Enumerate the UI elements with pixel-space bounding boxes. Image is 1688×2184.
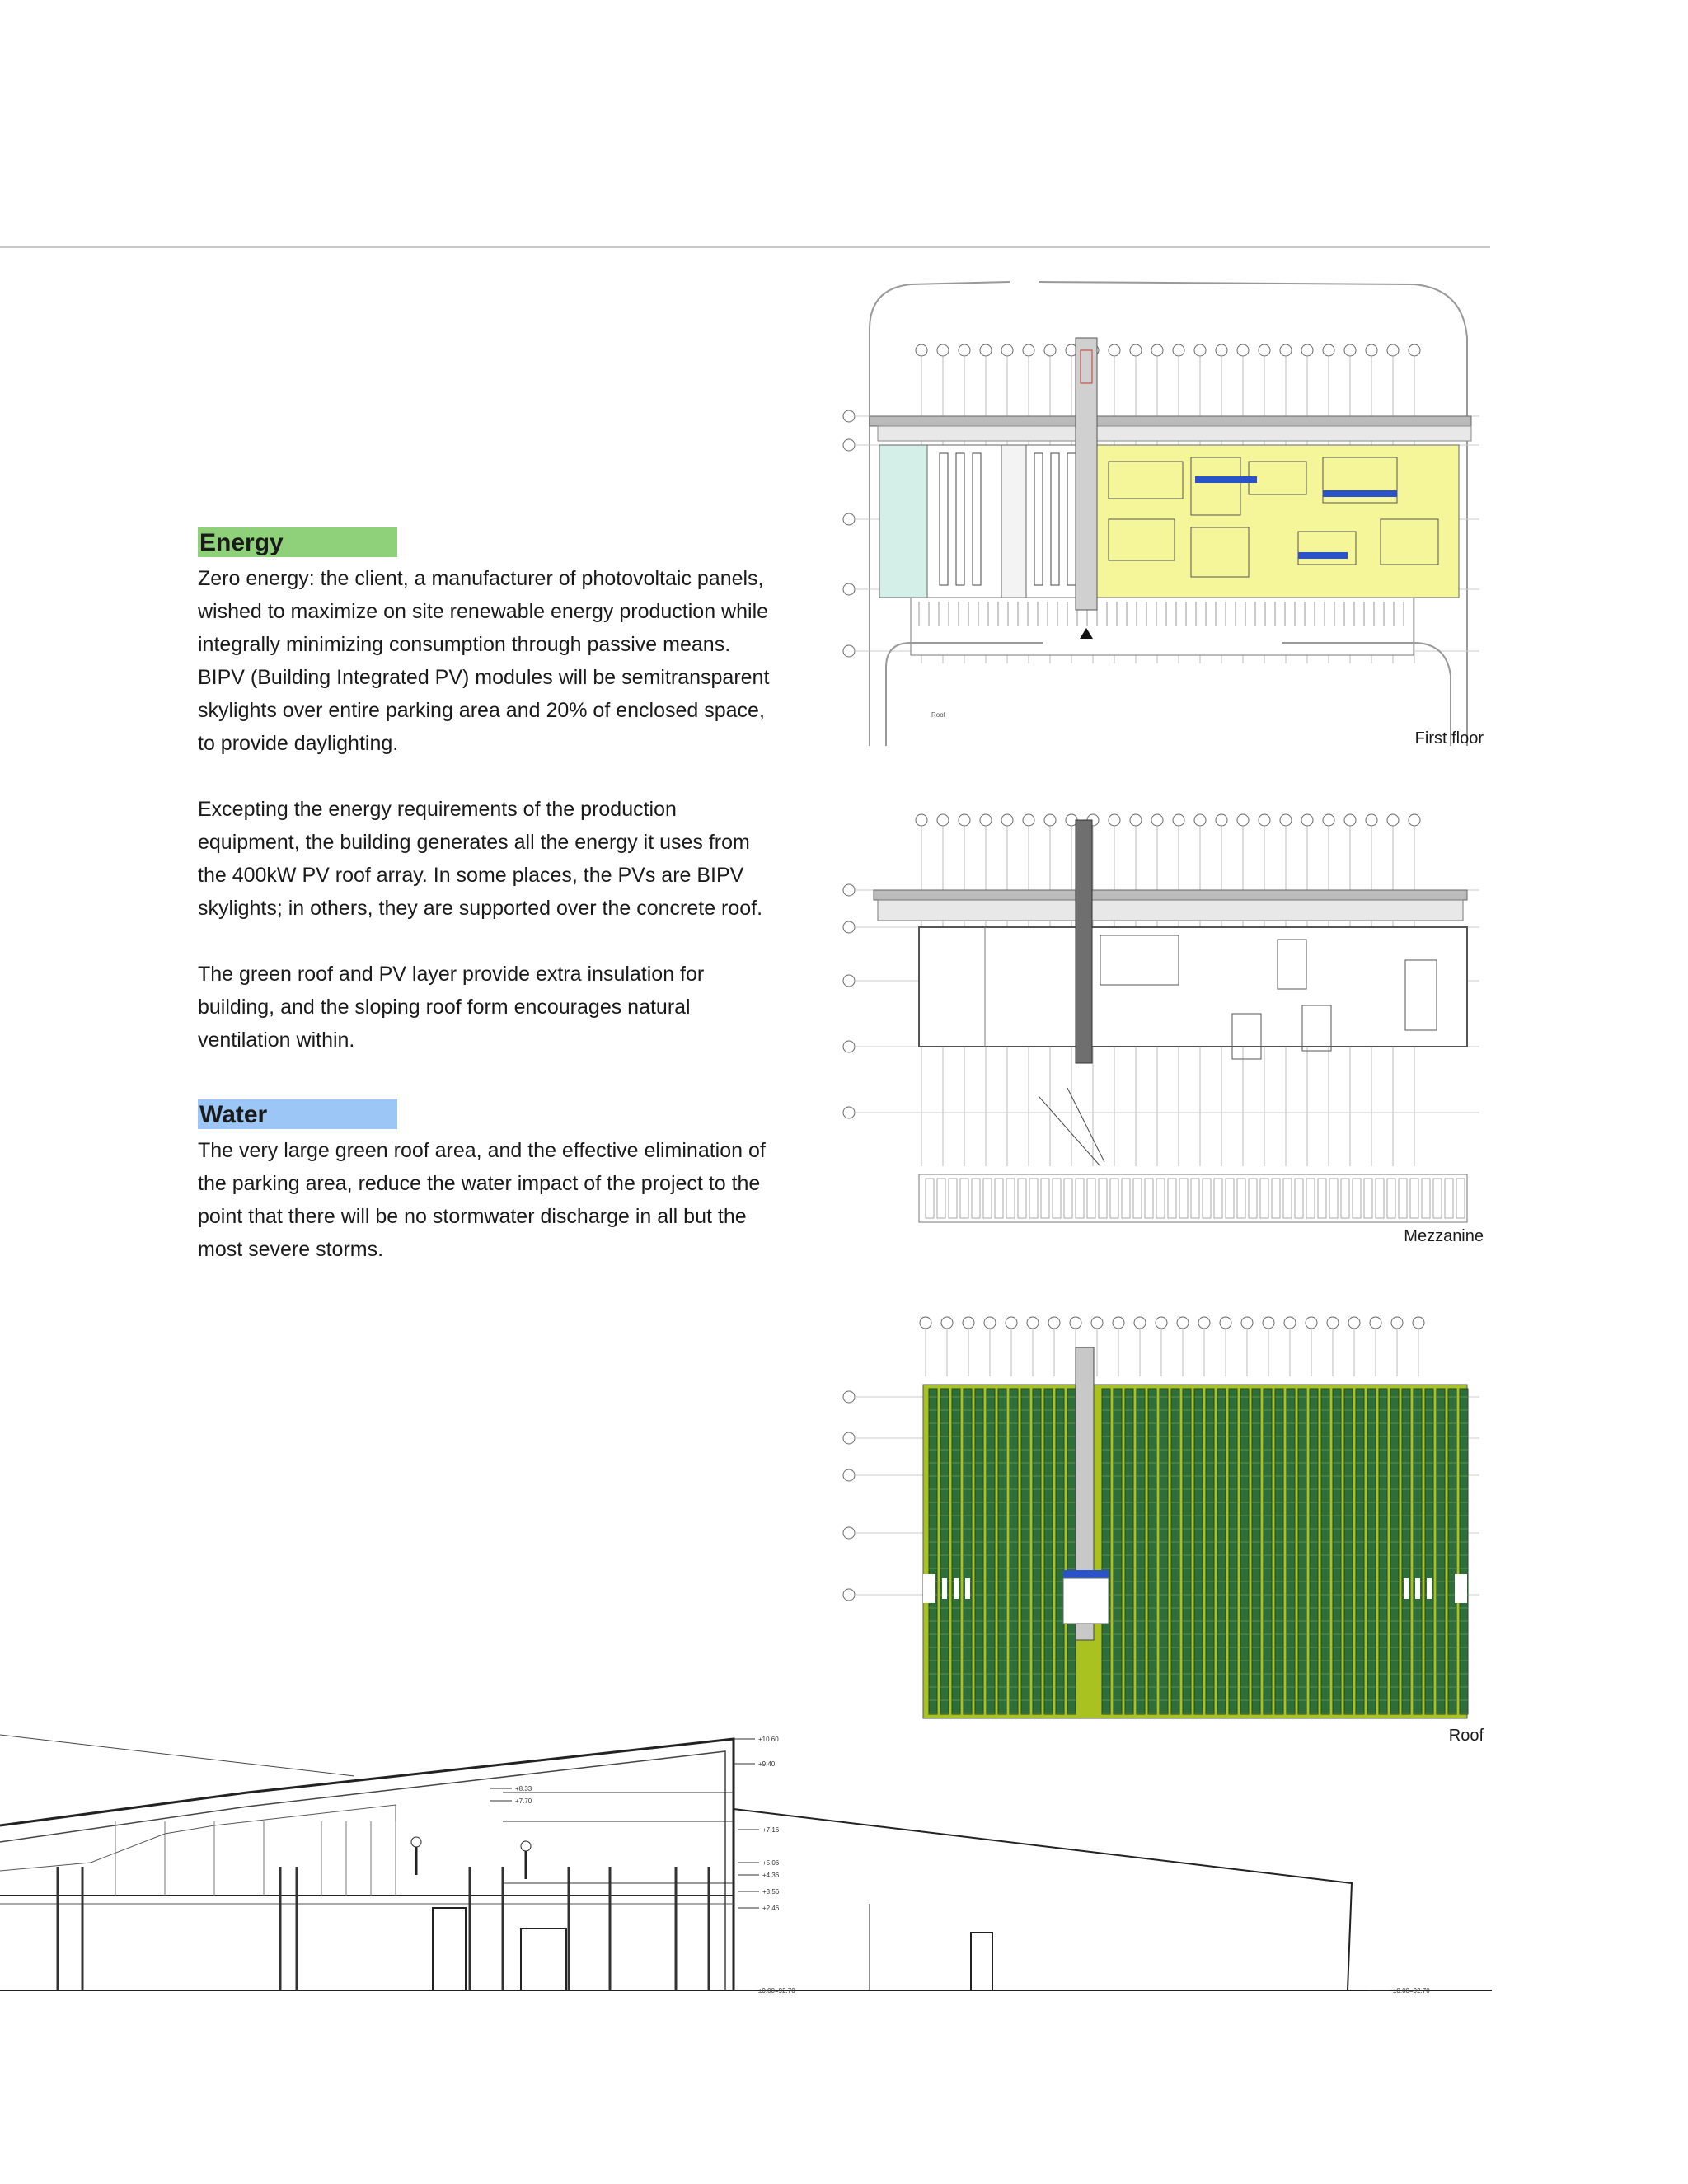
level-label: +2.46 (762, 1905, 780, 1912)
energy-paragraph-1: Zero energy: the client, a manufacturer of photovoltaic panels, wished to maximize on site renewable energy production while integrally minimizing consumption through passive means. BIPV (Building Integrated PV) modules will be semitransparent skylights over entire parking area and 20% of enclosed space, to provide daylighting. (198, 567, 770, 755)
level-label: +7.70 (515, 1797, 532, 1805)
level-label: +9.40 (758, 1760, 776, 1768)
top-divider (0, 246, 1490, 248)
energy-paragraph-2: Excepting the energy requirements of the production equipment, the building generates all the energy it uses from the 400kW PV roof array. In some places, the PVs are BIPV skylights; in others, they are supported over the concrete roof. (198, 798, 763, 920)
section-drawing (0, 1731, 1492, 2003)
level-label: ±0.00=92.70 (1393, 1987, 1430, 1994)
mezzanine-caption: Mezzanine (1404, 1227, 1484, 1245)
svg-text:Roof: Roof (931, 711, 945, 719)
level-label: +8.33 (515, 1785, 532, 1793)
level-label: ±0.00=92.70 (758, 1987, 795, 1994)
roof-caption: Roof (1448, 1727, 1484, 1745)
level-label: +5.06 (762, 1859, 780, 1867)
text-column (198, 527, 775, 1266)
roof-drawing (837, 1302, 1484, 1747)
first-floor-caption: First floor (1414, 729, 1484, 748)
energy-paragraph-3: The green roof and PV layer provide extra insulation for building, and the sloping roof form encourages natural ventilation within. (198, 963, 705, 1052)
mezzanine-drawing (837, 804, 1484, 1253)
first-floor-drawing (837, 272, 1484, 750)
first-floor-plan (837, 272, 1484, 750)
water-heading: Water (198, 1099, 397, 1129)
level-label: +4.36 (762, 1872, 780, 1879)
level-label: +7.16 (762, 1826, 780, 1834)
water-paragraph-1: The very large green roof area, and the effective elimination of the parking area, reduce the water impact of the project to the point that there will be no stormwater discharge in all but the most severe storms. (198, 1139, 766, 1261)
energy-heading: Energy (198, 527, 397, 557)
building-section (0, 1731, 1492, 2003)
level-label: +10.60 (758, 1736, 779, 1743)
roof-plan (837, 1302, 1484, 1747)
level-label: +3.56 (762, 1888, 780, 1896)
mezzanine-plan (837, 804, 1484, 1253)
